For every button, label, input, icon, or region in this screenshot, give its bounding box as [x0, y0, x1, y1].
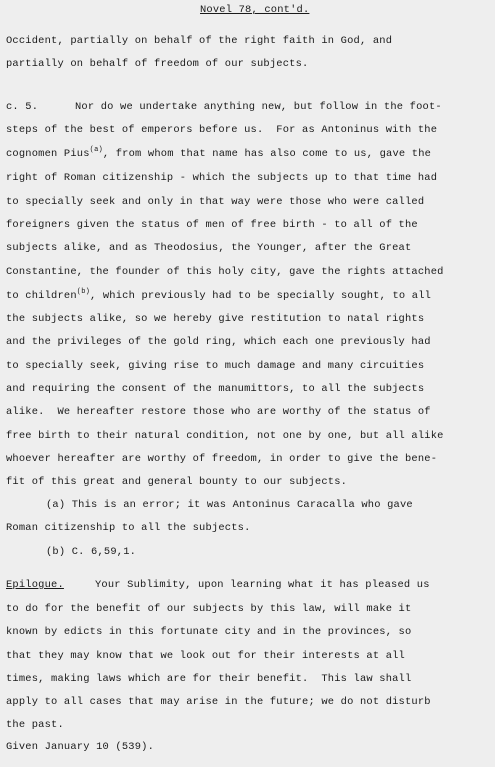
section-c5-line-8: Constantine, the founder of this holy city, gave the rights attached	[6, 266, 444, 278]
section-c5-line-4: right of Roman citizenship - which the subjects up to that time had	[6, 172, 438, 184]
section-c5-line-5: to specially seek and only in that way were those who were called	[6, 196, 425, 208]
given-date: Given January 10 (539).	[6, 741, 155, 753]
section-c5-line-14: alike. We hereafter restore those who are worthy of the status of	[6, 406, 431, 418]
epilogue-line-2: to do for the benefit of our subjects by this law, will make it	[6, 603, 412, 615]
section-c5-line-7: subjects alike, and as Theodosius, the Younger, after the Great	[6, 242, 412, 254]
section-c5-line-13: and requiring the consent of the manumittors, to all the subjects	[6, 383, 425, 395]
text-run: cognomen Pius	[6, 148, 90, 160]
footnote-a-line-1: (a) This is an error; it was Antoninus Caracalla who gave	[46, 499, 413, 511]
section-c5-line-12: to specially seek, giving rise to much damage and many circuities	[6, 360, 425, 372]
epilogue-label: Epilogue.	[6, 579, 64, 591]
epilogue-line-4: that they may know that we look out for their interests at all	[6, 650, 405, 662]
text-run: , from whom that name has also come to us, gave the	[102, 148, 432, 160]
section-c5-line-15: free birth to their natural condition, not one by one, but all alike	[6, 430, 444, 442]
section-c5-line-9	[6, 290, 431, 302]
section-c5-line-17: fit of this great and general bounty to our subjects.	[6, 476, 348, 488]
epilogue-line-7: the past.	[6, 719, 64, 731]
section-c5-label: c. 5.	[6, 101, 39, 113]
section-c5-line-10: the subjects alike, so we hereby give restitution to natal rights	[6, 313, 425, 325]
text-run: to children	[6, 290, 77, 302]
epilogue-line-5: times, making laws which are for their benefit. This law shall	[6, 673, 412, 685]
section-c5-line-6: foreigners given the status of men of free birth - to all of the	[6, 219, 418, 231]
footnote-ref-a: (a)	[89, 146, 103, 154]
epilogue-line-1: Your Sublimity, upon learning what it has pleased us	[95, 579, 430, 591]
footnote-b: (b) C. 6,59,1.	[46, 546, 137, 558]
text-run: , which previously had to be specially sought, to all	[90, 290, 432, 302]
section-c5-line-1: Nor do we undertake anything new, but follow in the foot-	[75, 101, 442, 113]
intro-line-2: partially on behalf of freedom of our subjects.	[6, 58, 309, 70]
footnote-ref-b: (b)	[76, 288, 90, 296]
section-c5-line-16: whoever hereafter are worthy of freedom, in order to give the bene-	[6, 453, 438, 465]
section-c5-line-2: steps of the best of emperors before us. For as Antoninus with the	[6, 124, 438, 136]
intro-line-1: Occident, partially on behalf of the right faith in God, and	[6, 35, 393, 47]
section-c5-line-3	[6, 148, 431, 160]
epilogue-line-3: known by edicts in this fortunate city and in the provinces, so	[6, 626, 412, 638]
epilogue-line-6: apply to all cases that may arise in the future; we do not disturb	[6, 696, 431, 708]
page-title: Novel 78, cont'd.	[200, 4, 310, 16]
section-c5-line-11: and the privileges of the gold ring, which each one previously had	[6, 336, 431, 348]
footnote-a-line-2: Roman citizenship to all the subjects.	[6, 522, 251, 534]
